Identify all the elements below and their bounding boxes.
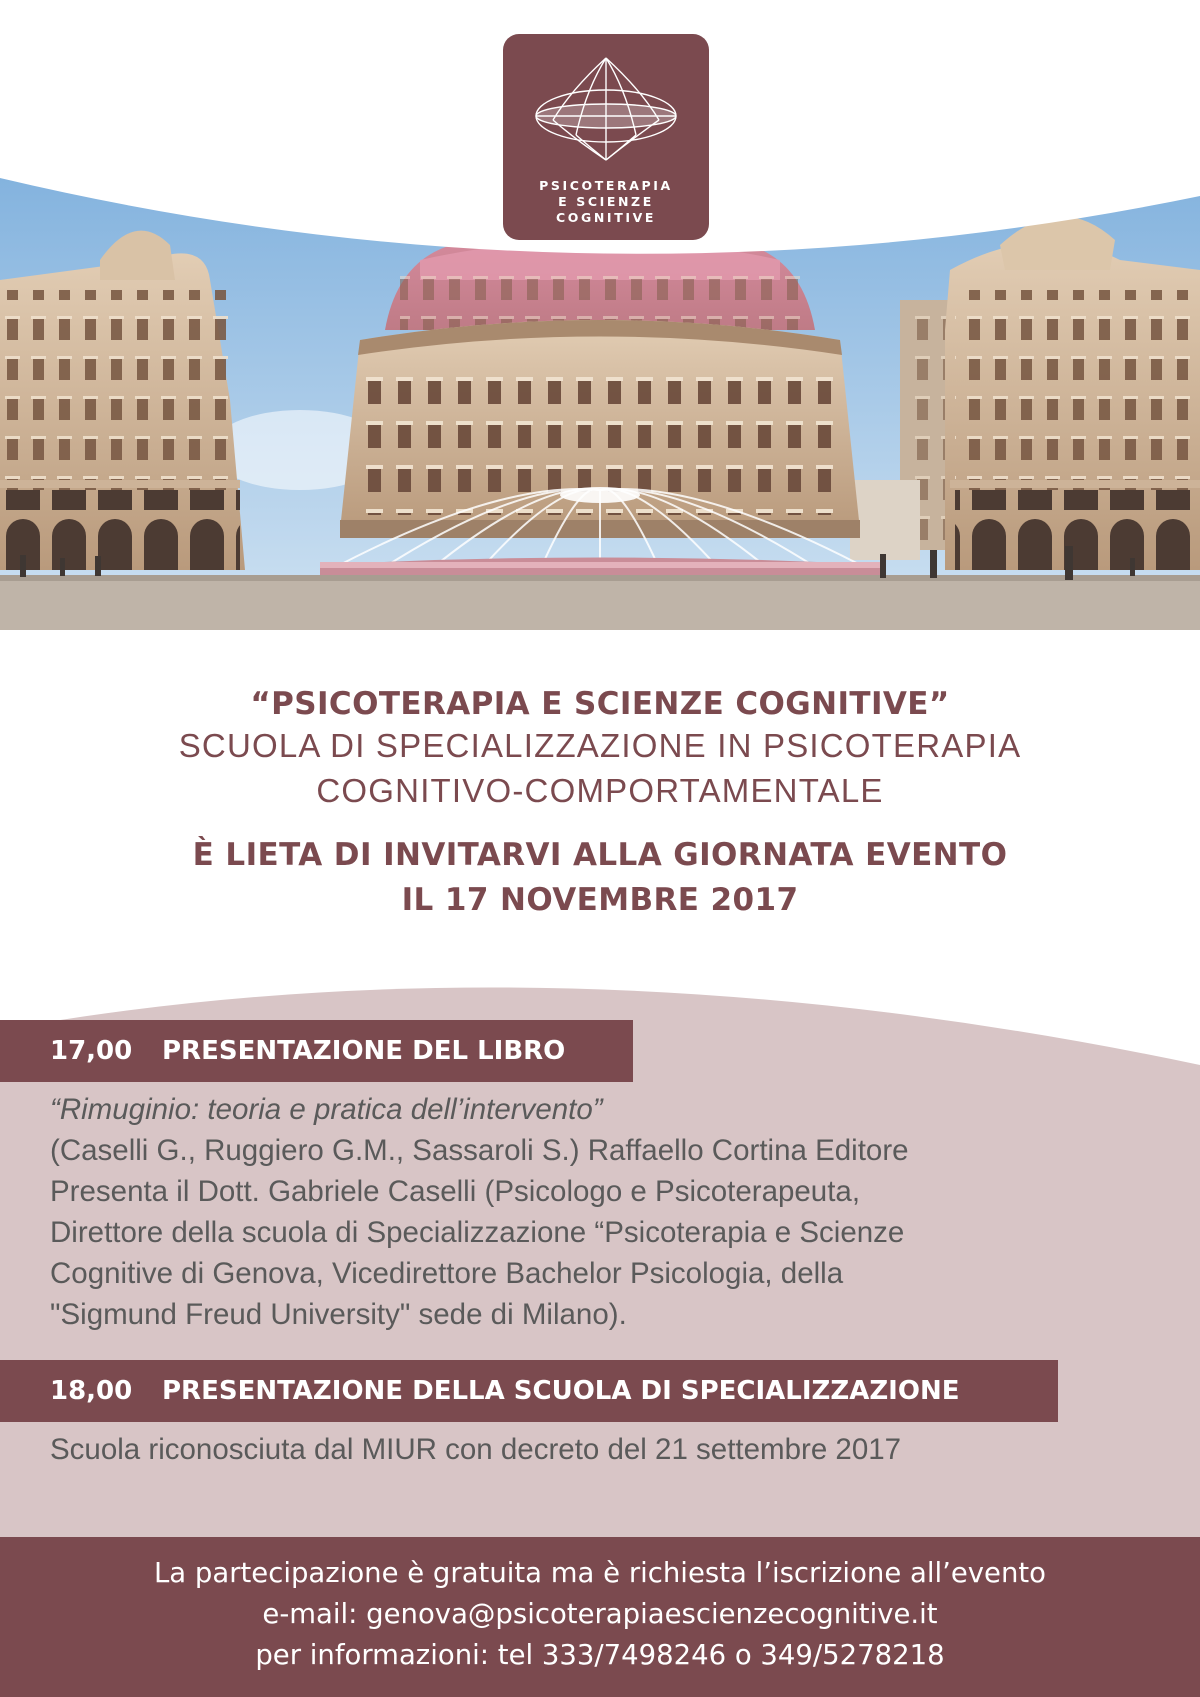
event-date: IL 17 NOVEMBRE 2017	[401, 882, 799, 918]
description-line: Direttore della scuola di Specializzazione “Psicoterapia e Scienze	[50, 1216, 905, 1249]
contact-footer	[0, 1537, 1200, 1697]
program-time: 18,00	[50, 1376, 133, 1406]
program-item-header	[0, 1360, 1058, 1422]
book-title: “Rimuginio: teoria e pratica dell’intervento”	[50, 1093, 603, 1126]
logo-text-line: COGNITIVE	[556, 210, 656, 225]
registration-note: La partecipazione è gratuita ma è richiesta l’iscrizione all’evento	[153, 1557, 1047, 1589]
program-item-header	[0, 1020, 633, 1082]
school-recognition-note: Scuola riconosciuta dal MIUR con decreto del 21 settembre 2017	[50, 1433, 902, 1466]
program-label: PRESENTAZIONE DELLA SCUOLA DI SPECIALIZZAZIONE	[162, 1376, 960, 1406]
school-subtitle: SCUOLA DI SPECIALIZZAZIONE IN PSICOTERAPIA	[178, 727, 1022, 764]
description-line: Presenta il Dott. Gabriele Caselli (Psicologo e Psicoterapeuta,	[50, 1175, 861, 1208]
contact-phone[interactable]: per informazioni: tel 333/7498246 o 349/5278218	[255, 1639, 945, 1671]
description-line: (Caselli G., Ruggiero G.M., Sassaroli S.) Raffaello Cortina Editore	[50, 1134, 909, 1167]
program-label: PRESENTAZIONE DEL LIBRO	[162, 1036, 566, 1066]
invitation-text: È LIETA DI INVITARVI ALLA GIORNATA EVENTO	[192, 837, 1008, 873]
globe-logo-icon	[531, 50, 681, 170]
book-description	[50, 1130, 909, 1335]
description-line: Cognitive di Genova, Vicedirettore Bachelor Psicologia, della	[50, 1257, 844, 1290]
contact-email[interactable]: e-mail: genova@psicoterapiaescienzecognitive.it	[262, 1598, 938, 1630]
school-title: “PSICOTERAPIA E SCIENZE COGNITIVE”	[250, 686, 950, 722]
program-time: 17,00	[50, 1036, 133, 1066]
school-subtitle: COGNITIVO-COMPORTAMENTALE	[316, 772, 884, 809]
logo	[503, 34, 709, 240]
logo-text-line: E SCIENZE	[558, 194, 654, 209]
description-line: "Sigmund Freud University" sede di Milano).	[50, 1298, 627, 1331]
logo-text-line: PSICOTERAPIA	[539, 178, 673, 193]
